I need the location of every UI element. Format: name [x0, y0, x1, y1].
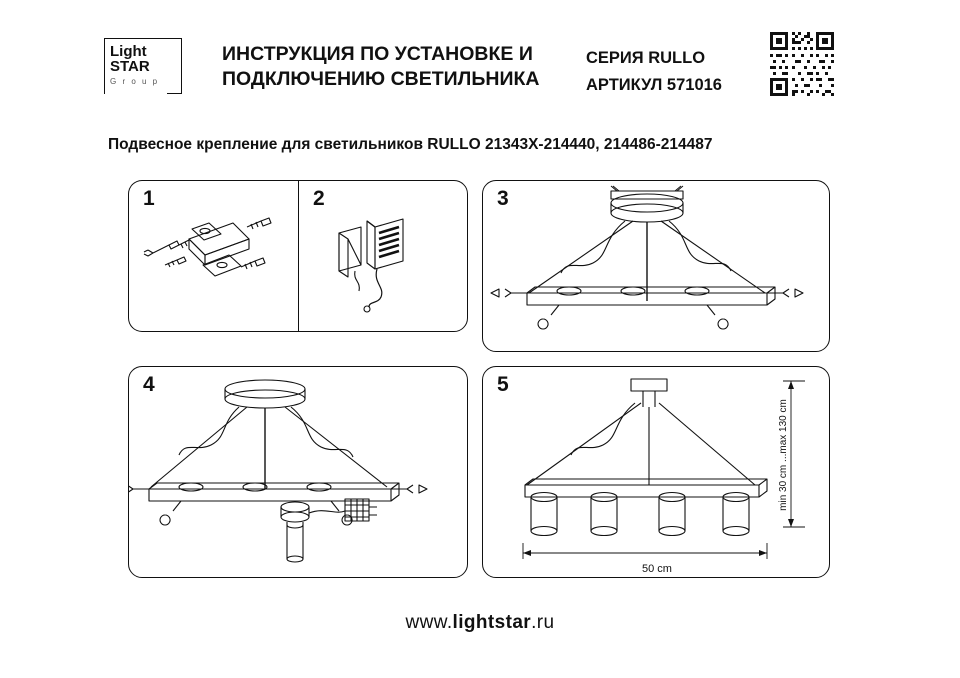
- series-label: СЕРИЯ RULLO: [586, 49, 706, 67]
- footer-url-prefix: www.: [405, 612, 453, 633]
- page-title-line-1: ИНСТРУКЦИЯ ПО УСТАНОВКЕ И: [222, 43, 533, 65]
- step-number-3: 3: [497, 187, 509, 210]
- footer-url-suffix: .ru: [531, 612, 555, 633]
- step-4-illustration: [129, 367, 469, 579]
- series-article-block: [586, 45, 766, 99]
- step-number-5: 5: [497, 373, 509, 396]
- logo-line-2: STAR: [110, 58, 150, 75]
- step-panel-2: [298, 180, 468, 332]
- qr-code-icon: [768, 30, 836, 98]
- step-panel-5: [482, 366, 830, 578]
- page-title: [222, 42, 552, 92]
- article-label: АРТИКУЛ 571016: [586, 76, 722, 94]
- subtitle: Подвесное крепление для светильников RULLO 21343Х-214440, 214486-214487: [108, 136, 713, 153]
- footer-url[interactable]: [406, 612, 555, 633]
- step-number-1: 1: [143, 187, 155, 210]
- step-panel-1: [128, 180, 298, 332]
- lightstar-logo: [104, 38, 182, 94]
- step-3-illustration: [483, 181, 831, 353]
- step-panel-4: [128, 366, 468, 578]
- step-number-2: 2: [313, 187, 325, 210]
- height-dimension-label: min 30 cm ...max 130 cm: [778, 399, 789, 511]
- logo-subtext: G r o u p: [110, 77, 160, 86]
- width-dimension-label: 50 cm: [642, 563, 672, 575]
- step-2-illustration: [299, 181, 469, 333]
- step-1-illustration: [129, 181, 299, 333]
- logo-inner: [105, 39, 167, 95]
- footer: [0, 612, 960, 634]
- footer-url-main: lightstar: [452, 612, 532, 633]
- step-panel-3: [482, 180, 830, 352]
- page-title-line-2: ПОДКЛЮЧЕНИЮ СВЕТИЛЬНИКА: [222, 68, 540, 90]
- step-5-illustration: [483, 367, 831, 579]
- step-number-4: 4: [143, 373, 155, 396]
- logo-line-1: Light: [110, 43, 147, 60]
